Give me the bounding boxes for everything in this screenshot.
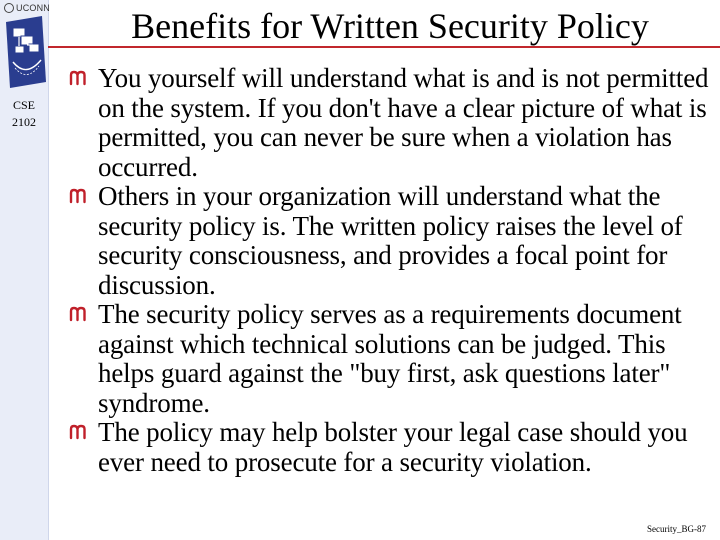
bullet-text: The policy may help bolster your legal case should you ever need to prosecute for a security violation. [98,417,688,477]
bullet-m-glyph-icon [68,421,88,441]
bullet-icon [58,182,98,300]
list-item [58,64,718,182]
uconn-seal-icon [4,3,14,13]
list-item [58,182,718,300]
uconn-logo [4,3,50,13]
bullet-icon [58,64,98,182]
list-item [58,418,718,477]
bullet-text: Others in your organization will understand what the security policy is. The written policy raises the level of security consciousness, and provides a focal point for discussion. [98,181,683,300]
bullet-icon [58,300,98,418]
department-logo-icon [4,16,48,88]
bullet-icon [58,418,98,477]
bullet-text: You yourself will understand what is and is not permitted on the system. If you don't have a clear picture of what is permitted, you can never be sure when a violation has occurred. [98,63,709,182]
course-code-line1: CSE [12,98,35,112]
slide-footer-id: Security_BG-87 [647,524,706,534]
course-code-line2: 2102 [12,115,36,129]
course-code [0,97,48,131]
slide-title: Benefits for Written Security Policy [131,6,649,46]
list-item [58,300,718,418]
bullet-m-glyph-icon [68,67,88,87]
bullet-m-glyph-icon [68,303,88,323]
bullet-text: The security policy serves as a requirements document against which technical solutions can be judged. This helps guard against the "buy first, ask questions later" syndrome. [98,299,682,418]
bullet-list [58,64,718,477]
bullet-m-glyph-icon [68,185,88,205]
uconn-logo-text: UCONN [16,3,50,13]
